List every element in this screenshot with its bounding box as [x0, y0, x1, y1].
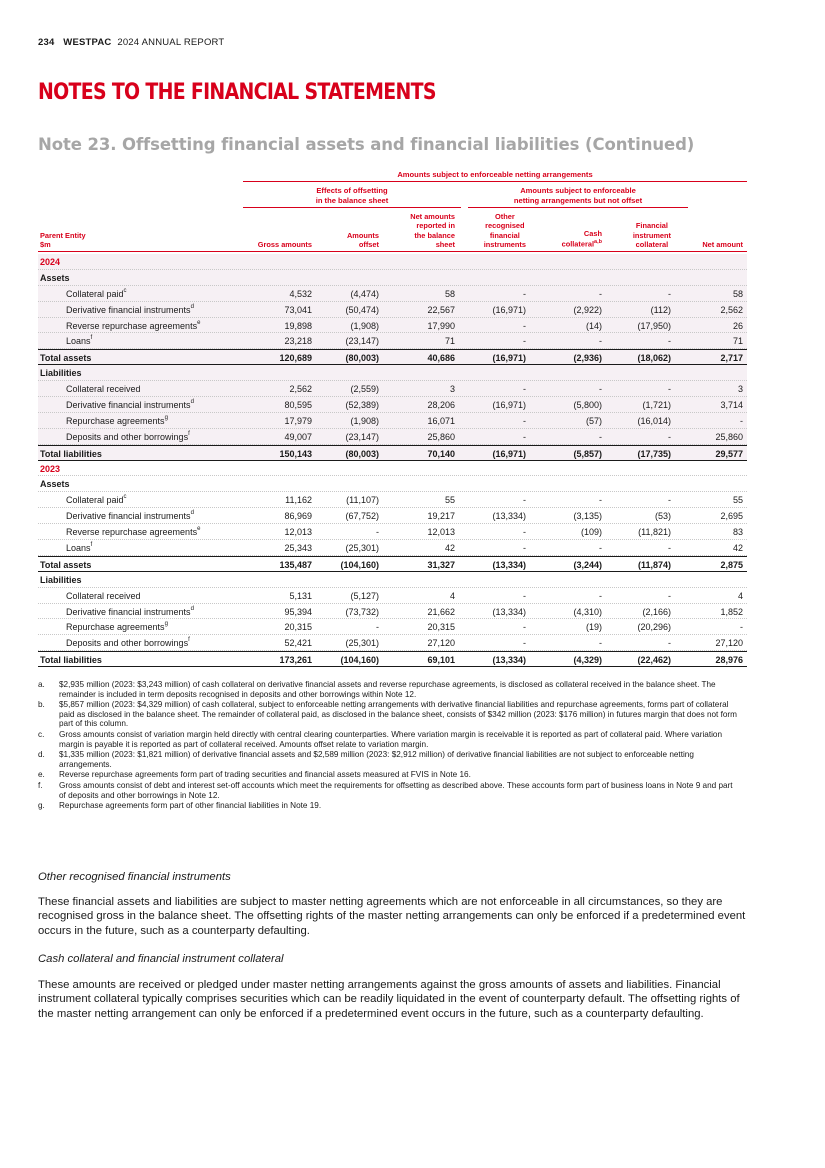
cell-other-recognised: - — [523, 527, 526, 538]
subsection-heading-collateral: Cash collateral and financial instrument collateral — [38, 953, 284, 965]
cell-net-amount: 28,976 — [715, 655, 743, 666]
row-label: Repurchase agreements — [66, 415, 165, 426]
cell-net-reported: 69,101 — [427, 655, 455, 666]
cell-net-amount: 58 — [732, 288, 743, 299]
cell-financial-collateral: - — [668, 288, 671, 299]
table-row — [38, 619, 747, 635]
cell-offset: (104,160) — [340, 559, 379, 570]
col-net-reported — [410, 212, 455, 249]
cell-offset: (50,474) — [345, 304, 379, 315]
header-line: instrument — [632, 230, 671, 240]
cell-other-recognised: - — [523, 384, 526, 395]
row-label: Assets — [40, 479, 70, 490]
footnote-text: Repurchase agreements form part of other financial liabilities in Note 19. — [59, 801, 322, 811]
cell-other-recognised: (13,334) — [492, 606, 526, 617]
cell-offset: (73,732) — [345, 606, 379, 617]
row-label: Deposits and other borrowings — [66, 431, 189, 442]
row-label: Collateral received — [66, 384, 141, 395]
col-entity — [40, 231, 86, 249]
cell-cash-collateral: - — [599, 336, 602, 347]
cell-net-amount: 2,717 — [720, 353, 743, 364]
footnote-key: c. — [38, 729, 45, 739]
cell-financial-collateral: - — [668, 638, 671, 649]
row-label: Derivative financial instruments — [66, 400, 191, 411]
cell-financial-collateral: (20,296) — [637, 622, 671, 633]
group-row — [38, 572, 747, 588]
cell-financial-collateral: (2,166) — [642, 606, 671, 617]
cell-gross: 2,562 — [289, 384, 312, 395]
header-line: collateral — [635, 239, 669, 249]
row-label-wrap — [66, 607, 194, 617]
subsection-body-other: These financial assets and liabilities are subject to master netting agreements which are not enforceable in all circumstances, so they are recognised gross in the balance sheet. The offsetting rights of the master netting arrangements can only be enforced if a predetermined event occurs in the future, such as a counterparty defaulting. — [38, 896, 746, 937]
table-row — [38, 397, 747, 413]
footnote-text: Reverse repurchase agreements form part of trading securities and financial assets measured at FVIS in Note 16. — [59, 770, 471, 780]
cell-net-amount: 55 — [732, 495, 743, 506]
cell-gross: 52,421 — [284, 638, 312, 649]
total-row — [38, 651, 747, 667]
cell-net-reported: 70,140 — [427, 448, 455, 459]
cell-other-recognised: (13,334) — [492, 559, 526, 570]
table-row — [38, 302, 747, 318]
cell-cash-collateral: (14) — [585, 320, 602, 331]
cell-net-reported: 3 — [449, 384, 455, 395]
footnote-ref: f — [188, 637, 190, 644]
cell-cash-collateral: - — [599, 638, 602, 649]
table-row — [38, 524, 747, 540]
cell-cash-collateral: - — [599, 590, 602, 601]
cell-net-amount: 2,695 — [720, 511, 743, 522]
page-header — [38, 37, 224, 48]
table-row — [38, 318, 747, 334]
row-label: Liabilities — [40, 574, 82, 585]
cell-offset: (80,003) — [345, 448, 379, 459]
row-label: Deposits and other borrowings — [66, 638, 189, 649]
row-label: Derivative financial instruments — [66, 511, 191, 522]
cell-offset: - — [376, 527, 379, 538]
cell-net-amount: 2,875 — [720, 559, 743, 570]
header-line: Amounts subject to enforceable — [520, 186, 636, 195]
cell-gross: 49,007 — [284, 431, 312, 442]
cell-net-reported: 16,071 — [427, 415, 455, 426]
footnote-ref: d — [190, 510, 194, 517]
footnote — [38, 770, 738, 780]
cell-cash-collateral: (109) — [580, 527, 602, 538]
cell-offset: (52,389) — [345, 400, 379, 411]
footnote-ref: c — [123, 287, 127, 294]
row-label-wrap — [66, 495, 127, 505]
row-label-wrap — [66, 638, 190, 648]
cell-other-recognised: (16,971) — [492, 304, 526, 315]
cell-financial-collateral: (11,821) — [638, 527, 671, 538]
row-label: Reverse repurchase agreements — [66, 320, 198, 331]
table-row — [38, 588, 747, 604]
footnote-key: b. — [38, 700, 45, 710]
row-label: Total liabilities — [40, 448, 102, 459]
footnote-key: e. — [38, 770, 45, 780]
total-row — [38, 349, 747, 365]
footnote-ref: f — [188, 430, 190, 437]
total-row — [38, 556, 747, 572]
cell-offset: (104,160) — [340, 655, 379, 666]
cell-net-amount: 29,577 — [715, 448, 743, 459]
subsection-heading-other: Other recognised financial instruments — [38, 871, 231, 883]
cell-net-reported: 12,013 — [427, 527, 455, 538]
cell-net-reported: 71 — [444, 336, 455, 347]
cell-net-reported: 55 — [444, 495, 455, 506]
row-label: Loans — [66, 336, 91, 347]
cell-financial-collateral: - — [668, 543, 671, 554]
cell-gross: 20,315 — [284, 622, 312, 633]
cell-offset: - — [376, 622, 379, 633]
footnote-key: d. — [38, 750, 45, 760]
cell-cash-collateral: (57) — [585, 415, 602, 426]
cell-net-amount: - — [740, 622, 743, 633]
cell-gross: 5,131 — [289, 590, 312, 601]
cell-net-amount: 4 — [737, 590, 743, 601]
header-line — [562, 238, 602, 249]
cell-net-reported: 17,990 — [427, 320, 455, 331]
group-row — [38, 476, 747, 492]
footnote — [38, 680, 738, 699]
cell-cash-collateral: - — [599, 431, 602, 442]
row-label-wrap — [66, 527, 200, 537]
cell-financial-collateral: (17,735) — [637, 448, 671, 459]
table-row — [38, 635, 747, 651]
cell-other-recognised: - — [523, 638, 526, 649]
footnote-ref: g — [164, 621, 168, 628]
footnote-ref: d — [190, 605, 194, 612]
cell-net-reported: 21,662 — [427, 606, 455, 617]
cell-cash-collateral: (2,936) — [573, 353, 602, 364]
cell-offset: (1,908) — [350, 320, 379, 331]
cell-gross: 23,218 — [284, 336, 312, 347]
cell-net-amount: 27,120 — [715, 638, 743, 649]
cell-other-recognised: - — [523, 415, 526, 426]
year-row — [38, 254, 747, 270]
cell-net-amount: 26 — [732, 320, 743, 331]
cell-other-recognised: - — [523, 543, 526, 554]
cell-gross: 73,041 — [284, 304, 312, 315]
cell-financial-collateral: - — [668, 590, 671, 601]
header-line: Financial — [635, 221, 668, 231]
cell-other-recognised: (16,971) — [492, 400, 526, 411]
cell-offset: (4,474) — [350, 288, 379, 299]
row-label: Total assets — [40, 559, 92, 570]
cell-other-recognised: - — [523, 336, 526, 347]
year-row — [38, 461, 747, 477]
cell-net-reported: 22,567 — [427, 304, 455, 315]
header-line: Net amounts — [410, 212, 455, 222]
footnote-text: $2,935 million (2023: $3,243 million) of cash collateral on derivative financial assets and reverse repurchase agreements, is disclosed as collateral received in the balance sheet. The remainder is included in term deposits recognised in deposits and other borrowings within Note 12. — [59, 680, 716, 699]
cell-other-recognised: (13,334) — [492, 655, 526, 666]
footnote-text: $5,857 million (2023: $4,329 million) of cash collateral, subject to enforceable netting arrangements with derivative financial liabilities and repurchase agreements, forms part of collateral paid as disclosed in the balance sheet. The remainder of collateral paid, as disclosed in the balance sheet, consists of $342 million (2023: $176 million) in futures margin that does not form part of this column. — [59, 700, 737, 729]
cell-net-amount: 83 — [732, 527, 743, 538]
cell-gross: 80,595 — [284, 400, 312, 411]
header-line: Amounts — [346, 230, 379, 240]
column-headers — [38, 212, 747, 252]
header-line: recognised — [485, 221, 525, 231]
cell-financial-collateral: (53) — [654, 511, 671, 522]
table-row — [38, 381, 747, 397]
cell-cash-collateral: (19) — [585, 622, 602, 633]
cell-offset: (25,301) — [345, 543, 379, 554]
cell-gross: 11,162 — [285, 495, 312, 506]
cell-offset: (80,003) — [345, 353, 379, 364]
footnote — [38, 700, 738, 729]
section-title: NOTES TO THE FINANCIAL STATEMENTS — [38, 80, 436, 105]
row-label: Liabilities — [40, 368, 82, 379]
subsection-body-collateral: These amounts are received or pledged under master netting arrangements against the gross amounts of assets and liabilities. Financial instrument collateral typically comprises securities which can be readily liquidated in the event of counterparty default. The offsetting rights of the master netting arrangement can only be enforced if a predetermined event occurs in the future, such as a counterparty defaulting. — [38, 979, 740, 1020]
cell-net-amount: - — [740, 415, 743, 426]
table-row — [38, 413, 747, 429]
footnote-ref: g — [164, 414, 168, 421]
cell-financial-collateral: (16,014) — [637, 415, 671, 426]
cell-net-amount: 71 — [732, 336, 743, 347]
col-gross: Gross amounts — [257, 239, 312, 249]
table-row — [38, 333, 747, 349]
footnote-key: g. — [38, 801, 45, 811]
cell-net-reported: 31,327 — [427, 559, 455, 570]
header-line: reported in — [416, 221, 455, 231]
cell-other-recognised: - — [523, 320, 526, 331]
cell-net-reported: 25,860 — [427, 431, 455, 442]
col-cash-collateral — [562, 229, 602, 249]
cell-cash-collateral: (3,135) — [573, 511, 602, 522]
row-label: 2023 — [40, 463, 61, 474]
cell-net-reported: 20,315 — [427, 622, 455, 633]
group-header-effects — [243, 186, 461, 208]
footnote — [38, 781, 738, 800]
footnote-ref: f — [90, 335, 93, 342]
cell-cash-collateral: (4,310) — [573, 606, 602, 617]
cell-net-amount: 25,860 — [715, 431, 743, 442]
page-number: 234 — [38, 37, 55, 48]
cell-net-reported: 27,120 — [427, 638, 455, 649]
cell-gross: 120,689 — [279, 353, 312, 364]
cell-gross: 4,532 — [289, 288, 312, 299]
cell-net-reported: 42 — [444, 543, 455, 554]
cell-net-reported: 28,206 — [427, 400, 455, 411]
cell-net-reported: 4 — [449, 590, 455, 601]
cell-financial-collateral: (22,462) — [637, 655, 671, 666]
row-label-wrap — [66, 511, 194, 521]
cell-cash-collateral: (5,800) — [573, 400, 602, 411]
group-row — [38, 365, 747, 381]
cell-offset: (23,147) — [345, 336, 379, 347]
row-label-wrap — [66, 622, 168, 632]
col-offset — [347, 231, 379, 249]
total-row — [38, 445, 747, 461]
cell-offset: (1,908) — [350, 415, 379, 426]
header-text: collateral — [561, 239, 595, 249]
cell-other-recognised: (13,334) — [492, 511, 526, 522]
cell-other-recognised: (16,971) — [492, 353, 526, 364]
row-label: Collateral received — [66, 590, 141, 601]
cell-financial-collateral: - — [668, 495, 671, 506]
table-row — [38, 286, 747, 302]
footnote — [38, 750, 738, 769]
cell-financial-collateral: (112) — [650, 304, 671, 315]
cell-offset: (25,301) — [345, 638, 379, 649]
cell-cash-collateral: - — [599, 384, 602, 395]
cell-gross: 95,394 — [284, 606, 312, 617]
header-line: the balance — [414, 230, 455, 240]
row-label-wrap — [66, 305, 194, 315]
cell-net-reported: 19,217 — [427, 511, 455, 522]
row-label: Collateral paid — [66, 288, 124, 299]
cell-financial-collateral: - — [668, 431, 671, 442]
cell-net-amount: 42 — [732, 543, 743, 554]
row-label: Assets — [40, 272, 70, 283]
footnote-ref: d — [190, 303, 194, 310]
row-label-wrap — [66, 336, 92, 346]
header-line: Other — [494, 212, 515, 222]
cell-net-reported: 58 — [444, 288, 455, 299]
footnote-key: f. — [38, 780, 43, 790]
header-line: instruments — [483, 239, 526, 249]
row-label: Total assets — [40, 353, 92, 364]
row-label: Collateral paid — [66, 495, 124, 506]
row-label: Derivative financial instruments — [66, 606, 191, 617]
cell-cash-collateral: - — [599, 543, 602, 554]
table-row — [38, 604, 747, 620]
cell-financial-collateral: (11,874) — [637, 559, 671, 570]
header-line: $m — [40, 239, 51, 249]
cell-offset: (23,147) — [345, 431, 379, 442]
header-line: sheet — [435, 239, 455, 249]
cell-offset: (11,107) — [346, 495, 379, 506]
cell-cash-collateral: - — [599, 288, 602, 299]
group-header-not-offset — [468, 186, 688, 208]
cell-financial-collateral: - — [668, 384, 671, 395]
header-line: in the balance sheet — [315, 195, 389, 205]
cell-other-recognised: - — [523, 288, 526, 299]
cell-gross: 135,487 — [279, 559, 312, 570]
footnote-ref: f — [90, 542, 93, 549]
row-label: Repurchase agreements — [66, 622, 165, 633]
cell-cash-collateral: (4,329) — [573, 655, 602, 666]
footnote-ref: c — [123, 494, 127, 501]
footnote-key: a. — [38, 680, 45, 689]
note-title: Note 23. Offsetting financial assets and financial liabilities (Continued) — [38, 135, 695, 154]
group-header-netting: Amounts subject to enforceable netting arrangements — [243, 170, 747, 182]
table-row — [38, 492, 747, 508]
header-line: offset — [358, 239, 379, 249]
footnotes — [38, 680, 738, 812]
footnote-text: Gross amounts consist of debt and interest set-off accounts which meet the requirements for offsetting as described above. These accounts form part of business loans in Note 9 and part of deposits and other borrowings in Note 12. — [59, 780, 733, 800]
row-label: 2024 — [40, 257, 61, 267]
cell-other-recognised: (16,971) — [492, 448, 526, 459]
cell-financial-collateral: (1,721) — [642, 400, 671, 411]
cell-cash-collateral: - — [599, 495, 602, 506]
report-name: 2024 ANNUAL REPORT — [117, 37, 225, 48]
table-row — [38, 429, 747, 445]
row-label: Derivative financial instruments — [66, 304, 191, 315]
cell-gross: 19,898 — [284, 320, 312, 331]
col-net-amount: Net amount — [702, 239, 743, 249]
cell-gross: 86,969 — [284, 511, 312, 522]
header-line: Parent Entity — [40, 230, 86, 240]
header-line: Effects of offsetting — [316, 186, 388, 195]
table-row — [38, 540, 747, 556]
row-label-wrap — [66, 416, 168, 426]
cell-other-recognised: - — [523, 431, 526, 442]
cell-net-amount: 2,562 — [720, 304, 743, 315]
footnote-ref: e — [197, 526, 201, 533]
header-line: netting arrangements but not offset — [513, 195, 643, 205]
cell-net-amount: 1,852 — [720, 606, 743, 617]
row-label-wrap — [66, 432, 190, 442]
row-label-wrap — [66, 289, 127, 299]
cell-financial-collateral: (18,062) — [637, 353, 671, 364]
footnote — [38, 730, 738, 749]
cell-gross: 12,013 — [284, 527, 312, 538]
row-label: Total liabilities — [40, 655, 102, 666]
row-label-wrap — [66, 543, 92, 553]
header-line: Cash — [583, 229, 602, 239]
col-financial-collateral — [633, 221, 671, 249]
cell-other-recognised: - — [523, 495, 526, 506]
footnote — [38, 801, 738, 811]
cell-gross: 17,979 — [284, 415, 312, 426]
cell-net-amount: 3,714 — [720, 400, 743, 411]
cell-other-recognised: - — [523, 622, 526, 633]
cell-net-amount: 3 — [737, 384, 743, 395]
footnote-text: $1,335 million (2023: $1,821 million) of derivative financial assets and $2,589 million (2023: $2,912 million) of derivative financial liabilities are not subject to enforceable netting arrangements. — [59, 750, 694, 769]
row-label-wrap — [66, 321, 200, 331]
cell-financial-collateral: (17,950) — [637, 320, 671, 331]
cell-gross: 150,143 — [279, 448, 312, 459]
cell-offset: (5,127) — [350, 590, 379, 601]
cell-other-recognised: - — [523, 590, 526, 601]
table-row — [38, 508, 747, 524]
row-label: Loans — [66, 543, 91, 554]
footnote-ref: d — [190, 399, 194, 406]
footnote-ref: a,b — [594, 239, 602, 246]
cell-cash-collateral: (3,244) — [573, 559, 602, 570]
header-line: financial — [489, 230, 520, 240]
group-row — [38, 270, 747, 286]
cell-gross: 173,261 — [279, 655, 312, 666]
footnote-ref: e — [197, 319, 201, 326]
footnote-text: Gross amounts consist of variation margin held directly with central clearing counterparties. Where variation margin is receivable it is reported as part of collateral paid. Where variation margin is payable it is reported as part of collateral received. Amounts offset relate to variation margin. — [59, 729, 723, 749]
cell-cash-collateral: (2,922) — [573, 304, 602, 315]
cell-financial-collateral: - — [668, 336, 671, 347]
cell-offset: (2,559) — [350, 384, 379, 395]
brand-name: WESTPAC — [63, 37, 112, 48]
cell-offset: (67,752) — [345, 511, 379, 522]
cell-net-reported: 40,686 — [427, 353, 455, 364]
cell-cash-collateral: (5,857) — [573, 448, 602, 459]
table-body — [38, 254, 747, 667]
row-label-wrap — [66, 400, 194, 410]
row-label: Reverse repurchase agreements — [66, 527, 198, 538]
cell-gross: 25,343 — [284, 543, 312, 554]
col-other-recognised — [484, 212, 526, 249]
